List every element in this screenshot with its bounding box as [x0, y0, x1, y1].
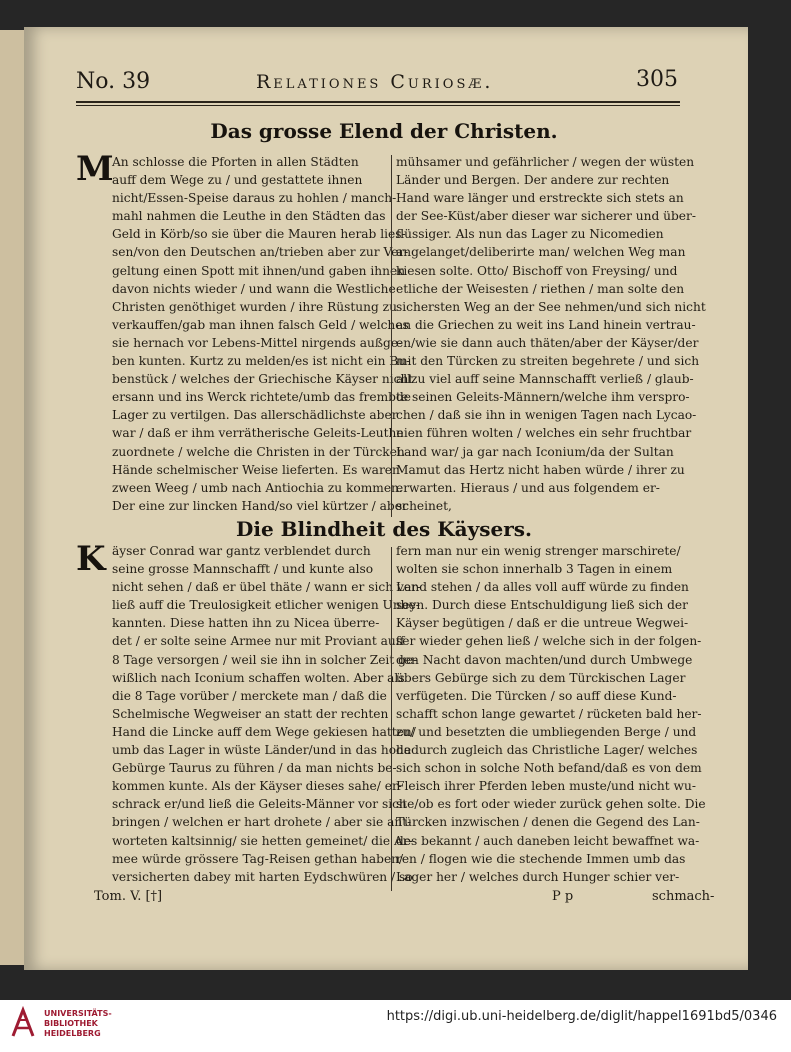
text-line: 8 Tage versorgen / weil sie ihn in solcher Zeit ge- — [112, 652, 418, 667]
text-line: an die Griechen zu weit ins Land hinein vertrau- — [396, 317, 696, 332]
section1-heading: Das grosse Elend der Christen. — [210, 119, 558, 143]
text-line: seine grosse Mannschafft / und kunte also — [112, 562, 374, 577]
text-line: Der eine zur lincken Hand/so viel kürtzer / aber — [112, 498, 408, 513]
section1-left-column — [112, 153, 414, 515]
text-line: übers Gebürge sich zu dem Türckischen Lager — [396, 670, 686, 685]
text-line: flüssiger. Als nun das Lager zu Nicomedien — [396, 227, 664, 242]
text-line: ersann und ins Werck richtete/umb das frembde — [112, 390, 411, 405]
catchword: schmach- — [652, 889, 715, 904]
text-line: benstück / welches der Griechische Käyser nicht — [112, 372, 414, 387]
text-line: umb das Lager in wüste Länder/und in das hohe — [112, 743, 412, 758]
section2-heading: Die Blindheit des Käysers. — [236, 517, 532, 541]
text-line: versicherten dabey mit harten Eydschwüren / so — [112, 869, 413, 884]
text-line: Land war/ ja gar nach Iconium/da der Sultan — [396, 444, 674, 459]
text-line: kiesen solte. Otto/ Bischoff von Freysing/ und — [396, 263, 678, 278]
book-page — [24, 27, 748, 970]
text-line: Hand ware länger und erstreckte sich stets an — [396, 191, 684, 206]
text-line: zween Weeg / umb nach Antiochia zu kommen. — [112, 480, 403, 495]
text-line: Länder und Bergen. Der andere zur rechten — [396, 173, 670, 188]
text-line: scheinet, — [396, 498, 452, 513]
text-line: mahl nahmen die Leuthe in den Städten das — [112, 209, 386, 224]
text-line: äyser Conrad war gantz verblendet durch — [112, 544, 371, 558]
text-line: chen / daß sie ihn in wenigen Tagen nach Lycao- — [396, 408, 697, 423]
text-line: ließ auff die Treulosigkeit etlicher wenigen Unbe- — [112, 598, 420, 613]
section2-initial: K — [76, 539, 106, 579]
text-line: wißlich nach Iconium schaffen wolten. Aber als — [112, 670, 405, 685]
text-line: schafft schon lange gewartet / rücketen bald her- — [396, 706, 702, 721]
text-line: verfügeten. Die Türcken / so auff diese Kund- — [396, 688, 677, 703]
text-line: worteten kaltsinnig/ sie hetten gemeinet/ die Ar- — [112, 833, 413, 848]
text-line: zu/ und besetzten die umbliegenden Berge / und — [396, 724, 697, 739]
text-line: sen/von den Deutschen an/trieben aber zur Ver- — [112, 245, 409, 260]
text-line: nicht sehen / daß er übel thäte / wann er sich ver- — [112, 580, 421, 595]
page-number: 305 — [636, 67, 678, 92]
text-line: kommen kunte. Als der Käyser dieses sahe/ er- — [112, 779, 402, 794]
text-line: Land stehen / da alles voll auff würde zu finden — [396, 580, 689, 595]
text-line: sich schon in solche Noth befand/daß es von dem — [396, 761, 702, 776]
text-line: Türcken inzwischen / denen die Gegend des Lan- — [396, 815, 700, 830]
text-line: verkauffen/gab man ihnen falsch Geld / welches — [112, 317, 409, 332]
text-line: Christen genöthiget wurden / ihre Rüstung zu — [112, 299, 397, 314]
section1-initial: M — [76, 149, 114, 189]
header-rule — [76, 101, 680, 103]
text-line: Fleisch ihrer Pferden leben muste/und nicht wu- — [396, 779, 696, 794]
text-line: sichersten Weg an der See nehmen/und sich nicht — [396, 299, 706, 314]
running-title: Relationes Curiosæ. — [256, 71, 494, 93]
text-line: Gebürge Taurus zu führen / da man nichts be- — [112, 761, 397, 776]
text-line: bringen / welchen er hart drohete / aber sie ant- — [112, 815, 412, 830]
text-line: nicht/Essen-Speise daraus zu hohlen / manch- — [112, 191, 397, 206]
text-line: des bekannt / auch daneben leicht bewaffnet wa- — [396, 833, 700, 848]
text-line: angelanget/deliberirte man/ welchen Weg man — [396, 245, 686, 260]
viewer-footer — [0, 1000, 791, 1052]
text-line: zuordnete / welche die Christen in der Türcken — [112, 444, 405, 459]
volume-mark: Tom. V. [†] — [94, 889, 163, 904]
text-line: allzu viel auff seine Mannschafft verließ / glaub- — [396, 372, 694, 387]
text-line: dadurch zugleich das Christliche Lager/ welches — [396, 743, 698, 758]
text-line: ren / flogen wie die stechende Immen umb das — [396, 851, 686, 866]
column-divider-2 — [391, 547, 392, 891]
text-line: der See-Küst/aber dieser war sicherer und über- — [396, 209, 696, 224]
section2-right-column — [396, 542, 708, 886]
text-line: war / daß er ihm verrätherische Geleits-Leuthe — [112, 426, 404, 441]
text-line: ben kunten. Kurtz zu melden/es ist nicht ein Bu- — [112, 354, 411, 369]
facing-page-edge — [0, 30, 26, 965]
text-line: wolten sie schon innerhalb 3 Tagen in einem — [396, 562, 673, 577]
text-line: mit den Türcken zu streiten begehrete / und sich — [396, 354, 700, 369]
university-logo-icon — [10, 1006, 36, 1040]
text-line: mee würde grössere Tag-Reisen gethan haben/ — [112, 851, 404, 866]
text-line: mühsamer und gefährlicher / wegen der wüsten — [396, 155, 695, 169]
text-line: Lager her / welches durch Hunger schier ver- — [396, 869, 680, 884]
issue-number: No. 39 — [76, 69, 151, 94]
section2-left-column — [112, 542, 421, 886]
section1-right-column — [396, 153, 708, 515]
text-line: seyn. Durch diese Entschuldigung ließ sich der — [396, 598, 688, 613]
text-line: schrack er/und ließ die Geleits-Männer vor sich — [112, 797, 407, 812]
text-line: Hände schelmischer Weise lieferten. Es waren — [112, 462, 400, 477]
library-name: UNIVERSITÄTS- BIBLIOTHEK HEIDELBERG — [44, 1009, 112, 1038]
text-line: Schelmische Wegweiser an statt der rechten — [112, 706, 389, 721]
text-line: nien führen wolten / welches ein sehr fruchtbar — [396, 426, 692, 441]
text-line: etliche der Weisesten / riethen / man solte den — [396, 281, 685, 296]
text-line: Mamut das Hertz nicht haben würde / ihrer zu — [396, 462, 685, 477]
column-divider — [391, 155, 392, 517]
text-line: te seinen Geleits-Männern/welche ihm verspro- — [396, 390, 690, 405]
text-line: ste/ob es fort oder wieder zurück gehen solte. Die — [396, 797, 706, 812]
text-line: davon nichts wieder / und wann die Westliche — [112, 281, 396, 296]
text-line: ser wieder gehen ließ / welche sich in der folgen- — [396, 634, 702, 649]
running-header — [76, 67, 678, 97]
header-rule-thin — [76, 105, 680, 106]
text-line: Käyser begütigen / daß er die untreue Wegwei- — [396, 616, 689, 631]
text-line: auff dem Wege zu / und gestattete ihnen — [112, 173, 363, 188]
text-line: sie hernach vor Lebens-Mittel nirgends außge- — [112, 335, 403, 350]
text-line: en/wie sie dann auch thäten/aber der Käyser/der — [396, 335, 699, 350]
text-line: kannten. Diese hatten ihn zu Nicea überre- — [112, 616, 380, 631]
signature-mark: P p — [552, 889, 574, 904]
text-line: die 8 Tage vorüber / merckete man / daß die — [112, 688, 387, 703]
text-line: Lager zu vertilgen. Das allerschädlichste aber — [112, 408, 398, 423]
text-line: geltung einen Spott mit ihnen/und gaben ihnen — [112, 263, 406, 278]
text-line: Geld in Körb/so sie über die Mauren herab lies- — [112, 227, 406, 242]
text-line: det / er solte seine Armee nur mit Proviant auff — [112, 634, 405, 649]
text-line: An schlosse die Pforten in allen Städten — [112, 155, 359, 169]
text-line: Hand die Lincke auff dem Wege gekiesen hatten/ — [112, 724, 416, 739]
text-line: fern man nur ein wenig strenger marschirete/ — [396, 544, 681, 558]
page-url[interactable]: https://digi.ub.uni-heidelberg.de/diglit/happel1691bd5/0346 — [386, 1009, 777, 1024]
text-line: den Nacht davon machten/und durch Umbwege — [396, 652, 693, 667]
text-line: erwarten. Hieraus / und aus folgendem er- — [396, 480, 660, 495]
